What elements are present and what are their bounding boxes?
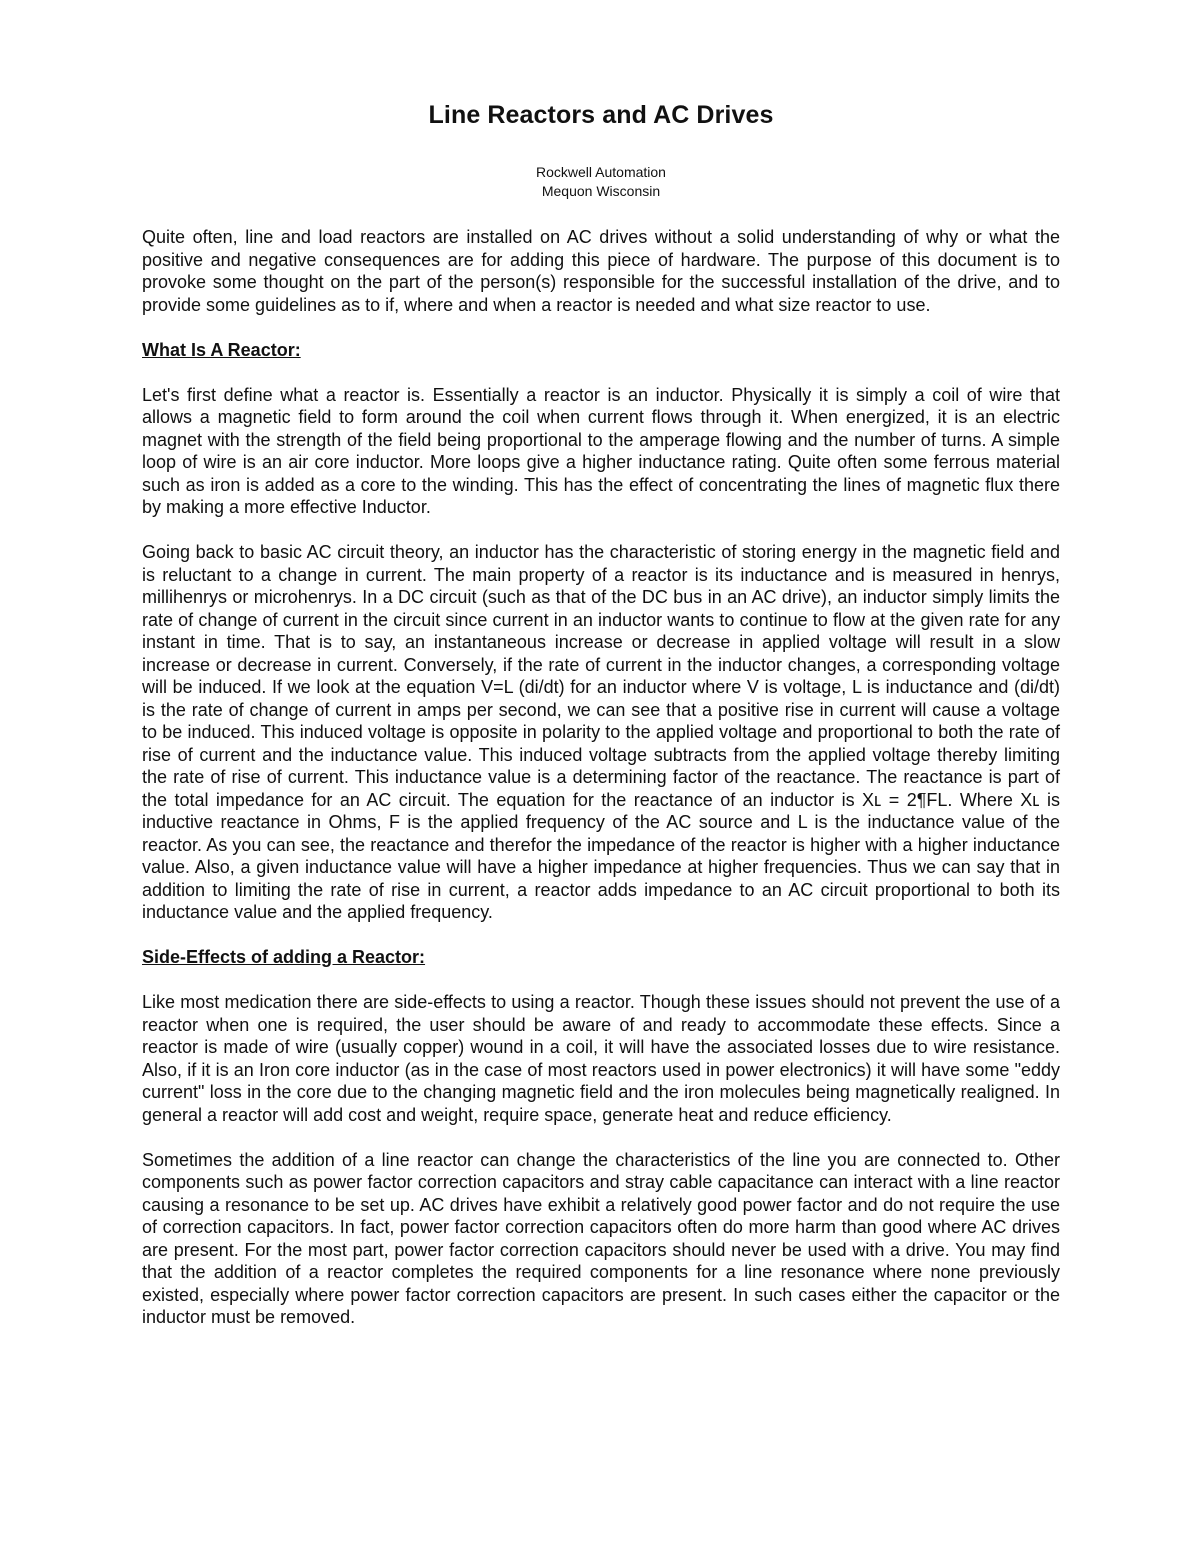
byline xyxy=(142,163,1060,201)
section-heading-what-is-a-reactor: What Is A Reactor: xyxy=(142,339,301,360)
intro-paragraph: Quite often, line and load reactors are installed on AC drives without a solid understanding of why or what the positive and negative consequences are for adding this piece of hardware. The purpose of this document is to provoke some thought on the part of the person(s) responsible for the successful installation of the drive, and to provide some guidelines as to if, where and when a reactor is needed and what size reactor to use. xyxy=(142,227,1060,315)
author-organization: Rockwell Automation xyxy=(536,164,666,180)
section-paragraph: Going back to basic AC circuit theory, an inductor has the characteristic of storing energy in the magnetic field and is reluctant to a change in current. The main property of a reactor is its inductance and is measured in henrys, millihenrys or microhenrys. In a DC circuit (such as that of the DC bus in an AC drive), an inductor simply limits the rate of change of current in the circuit since current in an inductor wants to continue to flow at the given rate for any instant in time. That is to say, an instantaneous increase or decrease in applied voltage will result in a slow increase or decrease in current. Conversely, if the rate of current in the inductor changes, a corresponding voltage will be induced. If we look at the equation V=L (di/dt) for an inductor where V is voltage, L is inductance and (di/dt) is the rate of change of current in amps per second, we can see that a positive rise in current will cause a voltage to be induced. This induced voltage is opposite in polarity to the applied voltage and proportional to both the rate of rise of current and the inductance value. This induced voltage subtracts from the applied voltage thereby limiting the rate of rise of current. This inductance value is a determining factor of the reactance. The reactance is part of the total impedance for an AC circuit. The equation for the reactance of an inductor is Xʟ = 2¶FL. Where Xʟ is inductive reactance in Ohms, F is the applied frequency of the AC source and L is the inductance value of the reactor. As you can see, the reactance and therefor the impedance of the reactor is higher with a higher inductance value. Also, a given inductance value will have a higher impedance at higher frequencies. Thus we can say that in addition to limiting the rate of rise in current, a reactor adds impedance to an AC circuit proportional to both its inductance value and the applied frequency. xyxy=(142,542,1060,922)
section-heading-side-effects: Side-Effects of adding a Reactor: xyxy=(142,947,426,967)
section-paragraph: Sometimes the addition of a line reactor can change the characteristics of the line you are connected to. Other components such as power factor correction capacitors and stray cable capacitance can interact with a line reactor causing a resonance to be set up. AC drives have exhibit a relatively good power factor and do not require the use of correction capacitors. In fact, power factor correction capacitors often do more harm than good where AC drives are present. For the most part, power factor correction capacitors should never be used with a drive. You may find that the addition of a reactor completes the required components for a line resonance where none previously existed, especially where power factor correction capacitors are present. In such cases either the capacitor or the inductor must be removed. xyxy=(142,1149,1060,1327)
section-paragraph: Let's first define what a reactor is. Essentially a reactor is an inductor. Physically it is simply a coil of wire that allows a magnetic field to form around the coil when current flows through it. When energized, it is an electric magnet with the strength of the field being proportional to the amperage flowing and the number of turns. A simple loop of wire is an air core inductor. More loops give a higher inductance rating. Quite often some ferrous material such as iron is added as a core to the winding. This has the effect of concentrating the lines of magnetic flux there by making a more effective Inductor. xyxy=(142,384,1060,517)
section-paragraph: Like most medication there are side-effects to using a reactor. Though these issues should not prevent the use of a reactor when one is required, the user should be aware of and ready to accommodate these effects. Since a reactor is made of wire (usually copper) wound in a coil, it will have the associated losses due to wire resistance. Also, if it is an Iron core inductor (as in the case of most reactors used in power electronics) it will have some "eddy current" loss in the core due to the changing magnetic field and the iron molecules being magnetically realigned. In general a reactor will add cost and weight, require space, generate heat and reduce efficiency. xyxy=(142,992,1060,1125)
document-body xyxy=(142,98,1060,1329)
author-location: Mequon Wisconsin xyxy=(541,183,661,199)
document-title: Line Reactors and AC Drives xyxy=(428,101,774,129)
